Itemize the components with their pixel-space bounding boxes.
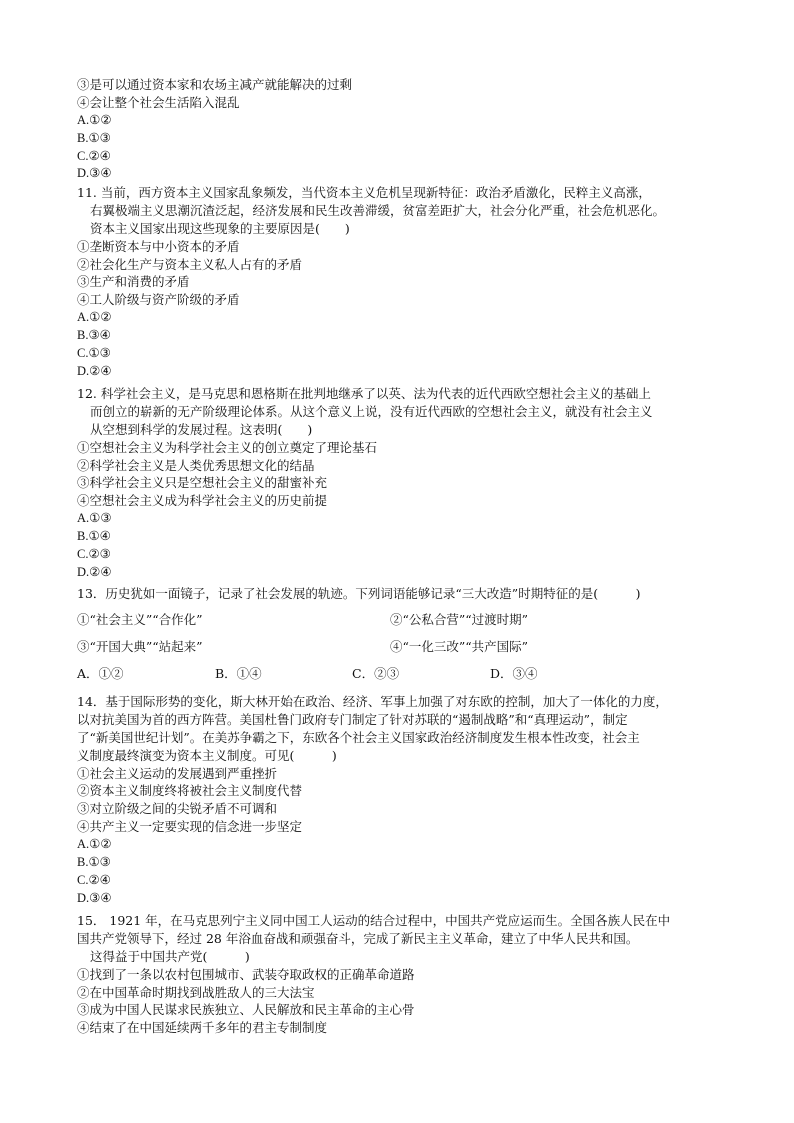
option-c: C.②④	[77, 148, 111, 163]
option-c: C.②③	[77, 547, 111, 562]
question-stem-cont: 从空想到科学的发展过程。这表明( )	[90, 421, 313, 437]
statement-3: ③成为中国人民谋求民族独立、人民解放和民主革命的主心骨	[77, 1002, 415, 1018]
option-a: A.①②	[77, 310, 112, 325]
option-d: D.③④	[77, 166, 112, 181]
question-stem-cont: 国共产党领导下，经过 28 年浴血奋战和顽强奋斗，完成了新民主主义革命，建立了中华人民共和国。	[77, 930, 639, 946]
statement-row	[77, 611, 723, 629]
statement-3: ③科学社会主义只是空想社会主义的甜蜜补充	[77, 475, 328, 491]
question-12	[77, 385, 723, 582]
option-d: D．③④	[490, 666, 538, 681]
statement-2: ②科学社会主义是人类优秀思想文化的结晶	[77, 457, 315, 473]
question-10-tail	[77, 76, 723, 183]
question-stem: 13．历史犹如一面镜子，记录了社会发展的轨迹。下列词语能够记录“三大改造”时期特征的是( )	[77, 586, 641, 601]
option-a: A.①②	[77, 837, 112, 852]
statement-4: ④共产主义一定要实现的信念进一步坚定	[77, 819, 303, 835]
option-a: A.①②	[77, 112, 112, 127]
question-15	[77, 912, 723, 1037]
option-d: D.③④	[77, 890, 112, 905]
option-b: B.①④	[77, 529, 111, 544]
statement-3: ③是可以通过资本家和农场主减产就能解决的过剩	[77, 77, 353, 92]
statement-1: ①社会主义运动的发展遇到严重挫折	[77, 765, 278, 781]
question-stem-cont: 而创立的崭新的无产阶级理论体系。从这个意义上说，没有近代西欧的空想社会主义，就没有社会主义	[90, 403, 653, 419]
option-a: A．①②	[77, 666, 124, 681]
option-d: D.②④	[77, 363, 112, 378]
question-stem-cont: 了“新美国世纪计划”。在美苏争霸之下，东欧各个社会主义国家政治经济制度发生根本性改变，社会主	[77, 729, 640, 745]
statement-1: ①找到了一条以农村包围城市、武装夺取政权的正确革命道路	[77, 966, 415, 982]
question-stem-cont: 右翼极端主义思潮沉渣泛起，经济发展和民生改善滞缓，贫富差距扩大，社会分化严重，社会危机恶化。	[90, 202, 666, 218]
question-stem-cont: 以对抗美国为首的西方阵营。美国杜鲁门政府专门制定了针对苏联的“遏制战略”和“真理运动”，制定	[77, 711, 628, 727]
option-d: D.②④	[77, 564, 112, 579]
option-c: C．②③	[352, 666, 400, 681]
statement-2: ②社会化生产与资本主义私人占有的矛盾	[77, 256, 303, 272]
option-b: B．①④	[215, 666, 262, 681]
statement-4: ④工人阶级与资产阶级的矛盾	[77, 292, 240, 308]
question-stem: 11. 当前，西方资本主义国家乱象频发，当代资本主义危机呈现新特征：政治矛盾激化，民粹主义高涨，	[77, 185, 651, 200]
question-11	[77, 184, 723, 381]
question-stem-cont: 资本主义国家出现这些现象的主要原因是( )	[90, 220, 350, 236]
options-row	[77, 665, 723, 683]
statement-1: ①空想社会主义为科学社会主义的创立奠定了理论基石	[77, 439, 378, 455]
question-stem: 14．基于国际形势的变化，斯大林开始在政治、经济、军事上加强了对东欧的控制，加大了一体化的力度，	[77, 694, 668, 709]
option-c: C.①③	[77, 346, 111, 361]
question-stem-cont: 义制度最终演变为资本主义制度。可见( )	[77, 747, 337, 763]
option-a: A.①③	[77, 511, 112, 526]
statement-3: ③“开国大典”“站起来”	[77, 639, 203, 654]
statement-4: ④结束了在中国延续两千多年的君主专制制度	[77, 1020, 328, 1036]
option-b: B.①③	[77, 855, 111, 870]
question-stem: 12. 科学社会主义，是马克思和恩格斯在批判地继承了以英、法为代表的近代西欧空想社会主义的基础上	[77, 386, 651, 401]
statement-3: ③对立阶级之间的尖锐矛盾不可调和	[77, 801, 278, 817]
statement-4: ④会让整个社会生活陷入混乱	[77, 94, 240, 110]
statement-2: ②“公私合营”“过渡时期”	[390, 612, 529, 627]
question-stem-cont: 这得益于中国共产党( )	[90, 948, 250, 964]
statement-2: ②资本主义制度终将被社会主义制度代替	[77, 783, 303, 799]
option-c: C.②④	[77, 872, 111, 887]
statement-1: ①“社会主义”“合作化”	[77, 612, 203, 627]
option-b: B.①③	[77, 130, 111, 145]
option-b: B.③④	[77, 328, 111, 343]
statement-2: ②在中国革命时期找到战胜敌人的三大法宝	[77, 984, 315, 1000]
question-14	[77, 693, 723, 908]
question-stem: 15． 1921 年，在马克思列宁主义同中国工人运动的结合过程中，中国共产党应运而生。全国各族人民在中	[77, 913, 671, 928]
statement-4: ④“一化三改”“共产国际”	[390, 639, 529, 654]
statement-1: ①垄断资本与中小资本的矛盾	[77, 238, 240, 254]
statement-row	[77, 638, 723, 656]
statement-4: ④空想社会主义成为科学社会主义的历史前提	[77, 493, 328, 509]
statement-3: ③生产和消费的矛盾	[77, 274, 190, 290]
